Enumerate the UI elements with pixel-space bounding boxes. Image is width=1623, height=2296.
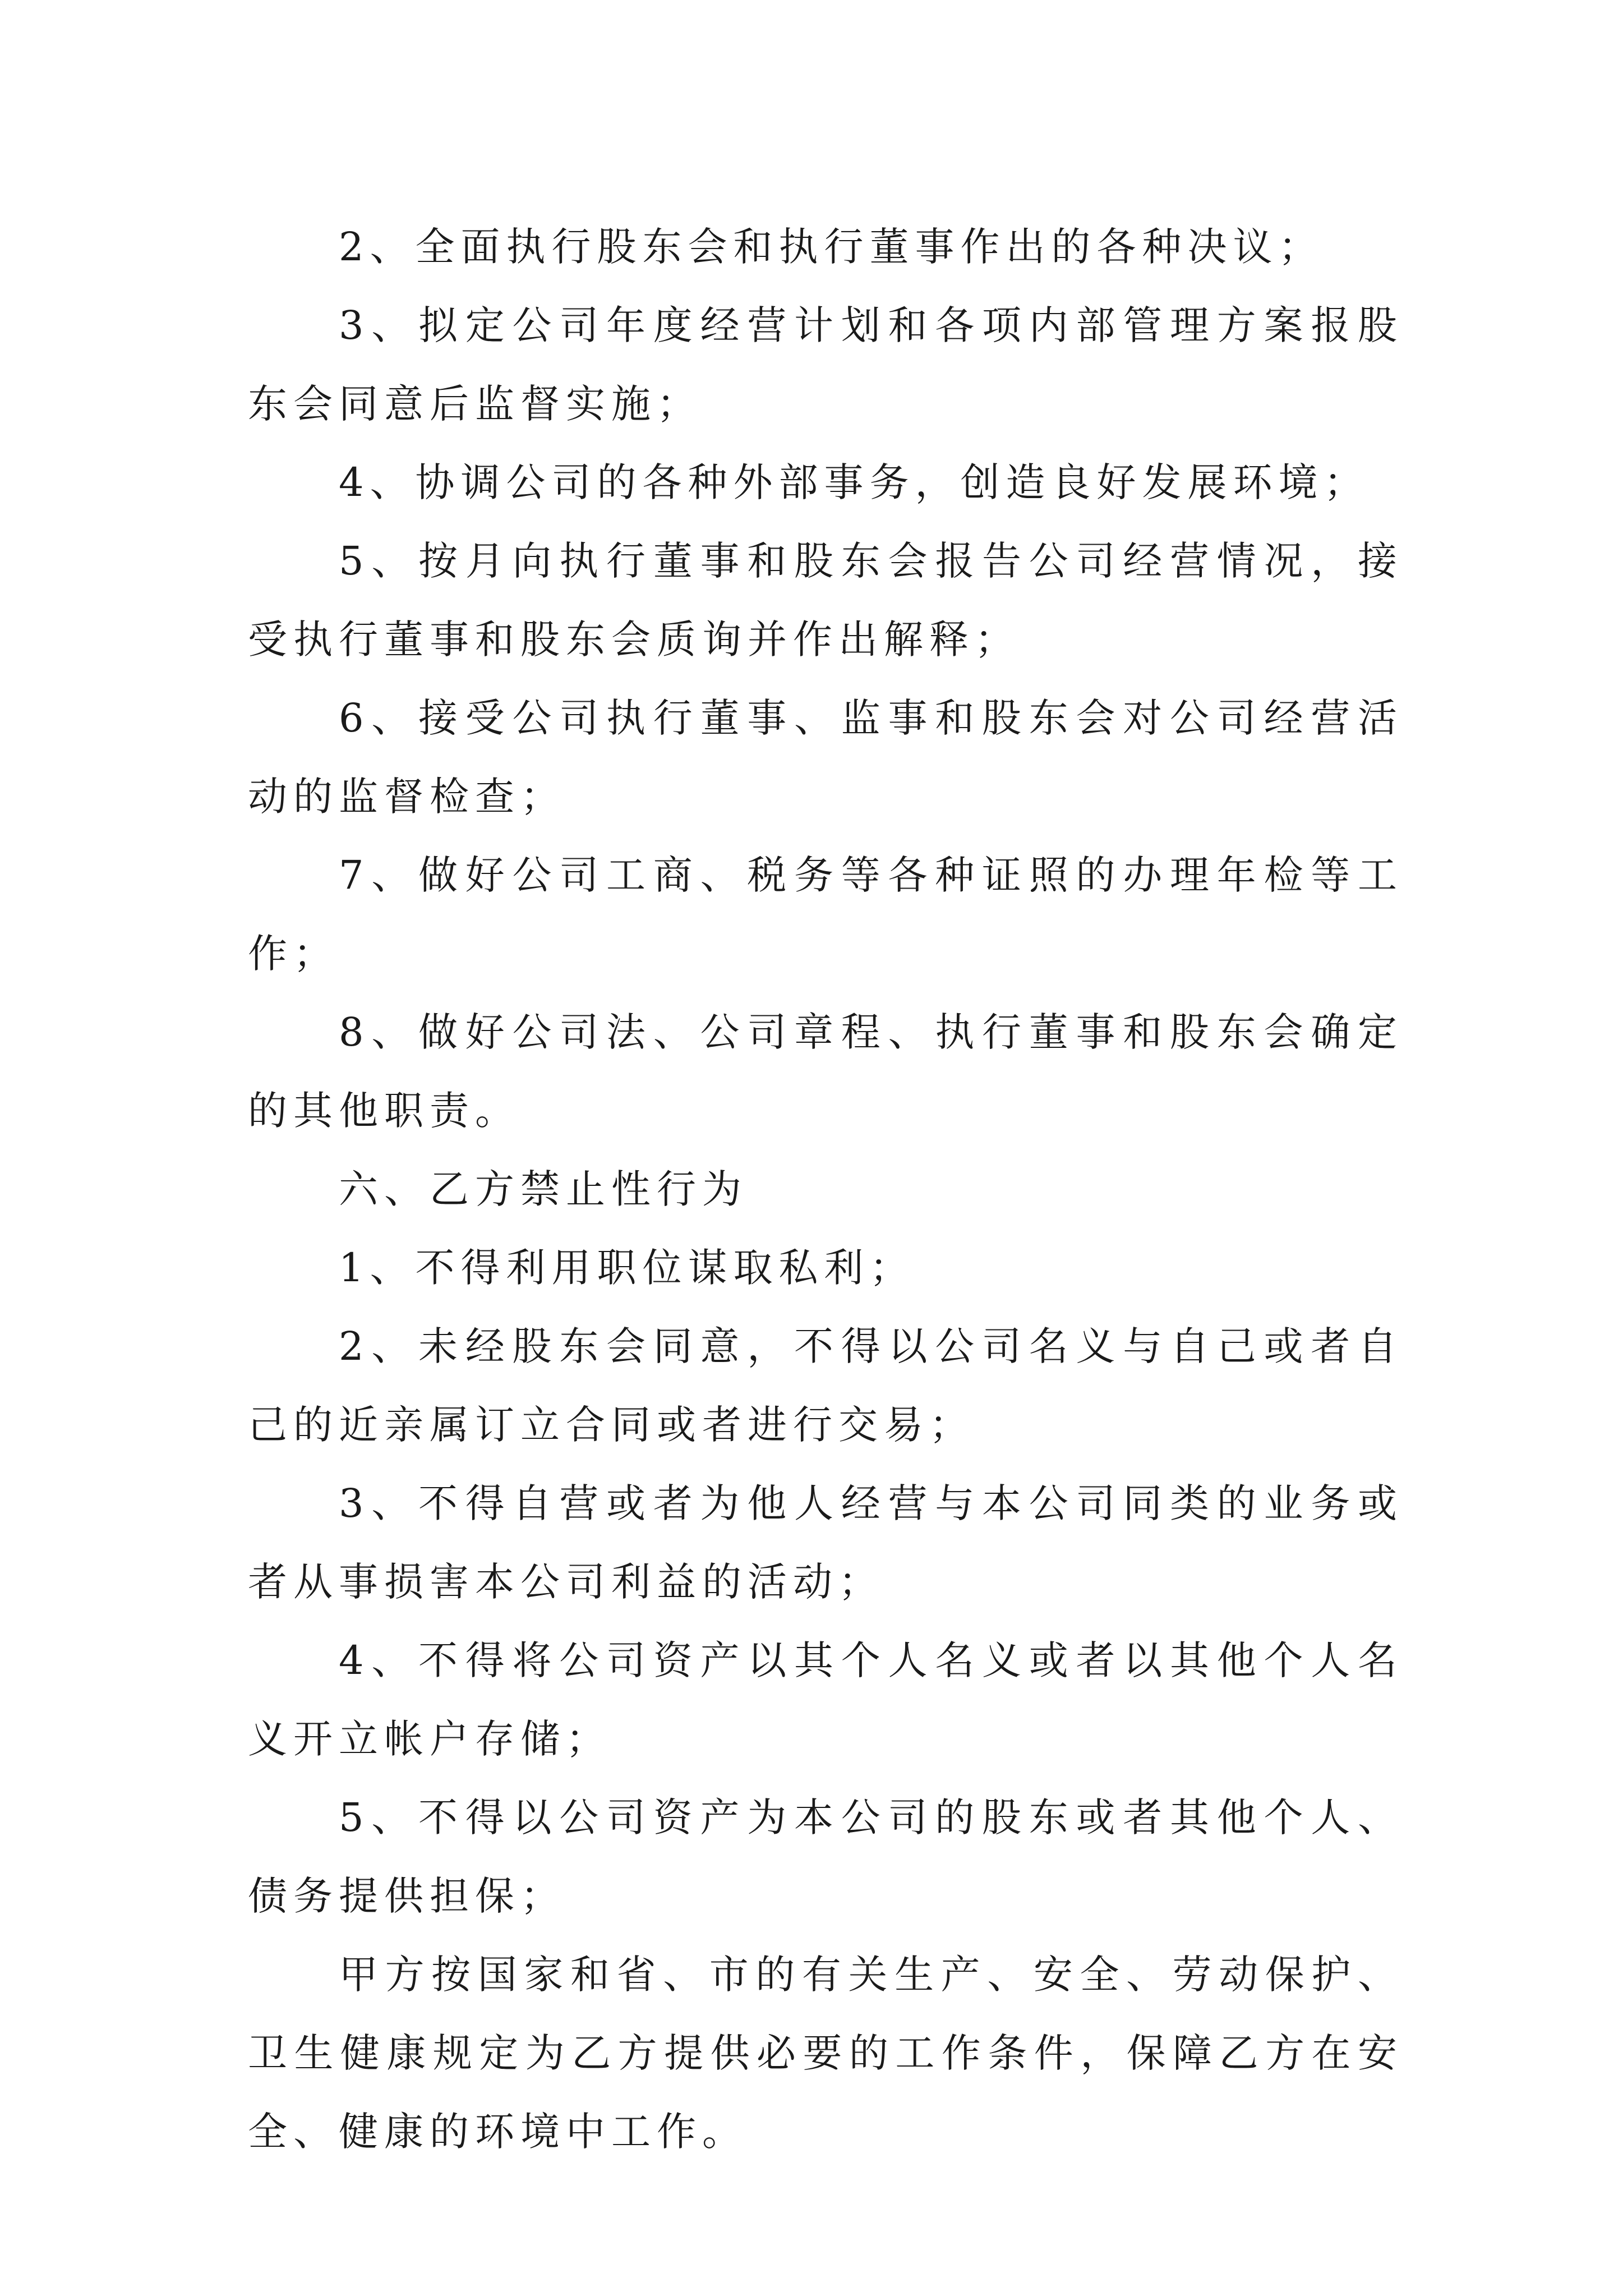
clause-2-execute-resolutions: 2、全面执行股东会和执行董事作出的各种决议； xyxy=(339,224,1324,270)
clause-8-other-duties: 8、做好公司法、公司章程、执行董事和股东会确定的其他职责。 xyxy=(248,1009,1403,1134)
prohibited-4-personal-accounts: 4、不得将公司资产以其个人名义或者以其他个人名义开立帐户存储； xyxy=(248,1637,1403,1762)
prohibited-1-private-gain: 1、不得利用职位谋取私利； xyxy=(339,1245,915,1291)
section-heading-prohibited-acts: 六、乙方禁止性行为 xyxy=(339,1166,748,1212)
clause-5-monthly-report: 5、按月向执行董事和股东会报告公司经营情况，接受执行董事和股东会质询并作出解释； xyxy=(248,538,1403,662)
clause-7-licenses: 7、做好公司工商、税务等各种证照的办理年检等工作； xyxy=(248,852,1403,977)
clause-6-accept-supervision: 6、接受公司执行董事、监事和股东会对公司经营活动的监督检查； xyxy=(248,695,1403,820)
document-body xyxy=(248,208,1403,2171)
prohibited-5-guarantees: 5、不得以公司资产为本公司的股东或者其他个人、债务提供担保； xyxy=(248,1795,1403,1919)
working-conditions-paragraph: 甲方按国家和省、市的有关生产、安全、劳动保护、卫生健康规定为乙方提供必要的工作条件，保障乙方在安全、健康的环境中工作。 xyxy=(248,1952,1403,2155)
clause-3-draft-plans: 3、拟定公司年度经营计划和各项内部管理方案报股东会同意后监督实施； xyxy=(248,302,1403,427)
prohibited-2-related-transactions: 2、未经股东会同意，不得以公司名义与自己或者自己的近亲属订立合同或者进行交易； xyxy=(248,1323,1403,1448)
prohibited-3-competing-business: 3、不得自营或者为他人经营与本公司同类的业务或者从事损害本公司利益的活动； xyxy=(248,1480,1403,1605)
clause-4-external-affairs: 4、协调公司的各种外部事务，创造良好发展环境； xyxy=(339,459,1370,505)
